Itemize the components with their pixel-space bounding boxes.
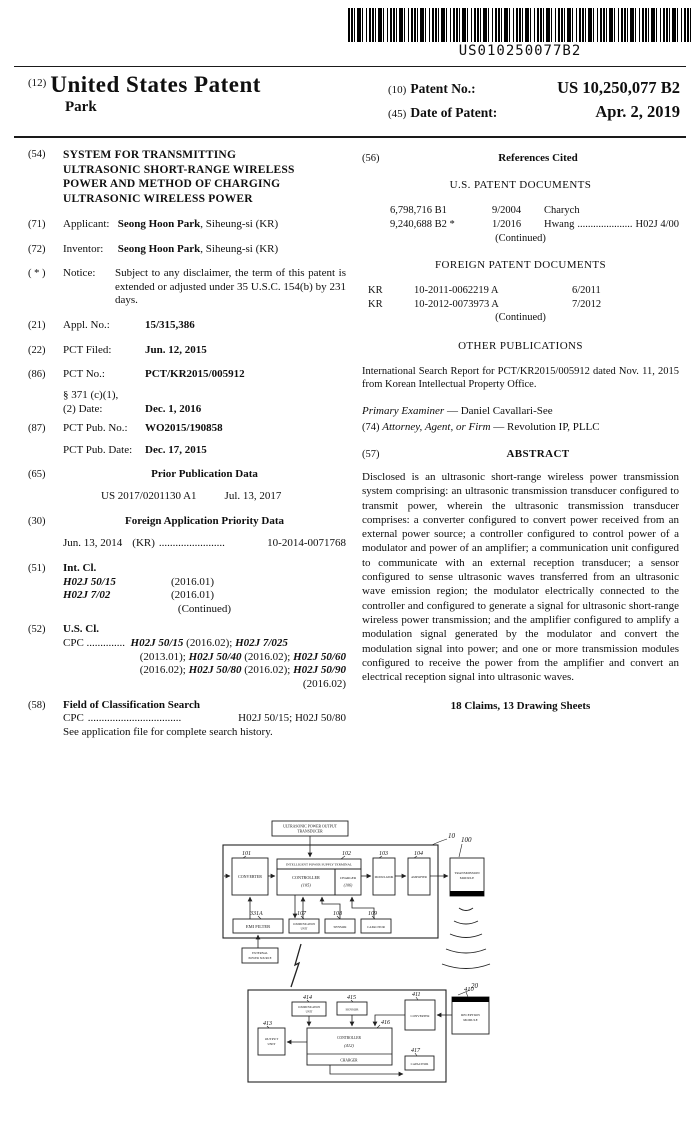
fig1-ips-header-label: INTELLIGENT POWER SUPPLY TERMINAL (286, 862, 352, 867)
fig1-emi-filter-label: EMI FILTER (245, 924, 271, 929)
right-column (362, 152, 679, 714)
date-code: (45) (388, 108, 407, 120)
fig1-amplifier-label: AMPLIFIER (411, 875, 427, 879)
fig2-controller-label: CONTROLLER (337, 1036, 361, 1040)
dot-leader: .................................. (87, 712, 182, 725)
field-code: (86) (28, 369, 46, 381)
priority-number: 10-2014-0071768 (267, 537, 346, 550)
doc-number: 10-2011-0062219 A (414, 285, 499, 297)
header-right (388, 78, 680, 126)
field-code: (52) (28, 624, 46, 636)
date-label: Date of Patent: (410, 105, 498, 120)
claims-line: 18 Claims, 13 Drawing Sheets (450, 700, 591, 713)
field-30-foreign-priority (28, 515, 346, 551)
fig1-modulator-ref: 103 (379, 851, 388, 857)
fig1-capacitor-ref: 109 (368, 911, 377, 917)
fig2-comm-unit-label: UNIT (305, 1010, 313, 1014)
fig2-output-unit-ref: 413 (263, 1021, 272, 1027)
appl-no-label: Appl. No.: (63, 319, 110, 331)
barcode (348, 8, 692, 42)
int-cl-version: (2016.01) (171, 589, 215, 602)
prior-pub-heading: Prior Publication Data (151, 468, 258, 481)
patent-no-value: US 10,250,077 B2 (557, 78, 680, 97)
doc-date: 9/2004 (492, 205, 522, 217)
fig1-top-source-label: TRANSDUCER (297, 829, 323, 834)
field-21-appl-no (28, 319, 346, 333)
left-column (28, 148, 346, 750)
cpc-line-1: CPC .............. H02J 50/15 (2016.02); H02J 7/025 (63, 637, 288, 649)
fig2-rx-receiver-bar (452, 997, 489, 1002)
doc-number: 10-2012-0073973 A (414, 298, 499, 310)
patent-no-code: (10) (388, 84, 407, 96)
abstract-text: Disclosed is an ultrasonic short-range wireless power transmission system comprising: an ultrasonic transmission transducer configured to transmit power, wherein the ultrasonic transmission transducer comprises: a converter configured to convert power received from an external power source; a controller configured to control power of a modulator and power of an amplifier; a communication unit configured to communicate with an external reception transducer; a sensor configured to sense ultrasonic waves transferred from an ultrasonic wave emission region; the modulator electrically connected to the controller and configured to generate a signal for ultrasonic short-range wireless power transmission; and the amplifier configured to amplify a modulation signal generated by the modulator and convert the modulation signal into power; and one or more transmission modules configured to receive the power from the amplifier and convert an electrical reception signal into ultrasonic waves. (362, 471, 679, 684)
prior-pub-number: US 2017/0201130 A1 (101, 490, 197, 502)
inventor-label: Inventor: (63, 242, 104, 255)
fig2-converter-ref: 411 (412, 992, 421, 998)
fig1-tx-module-label: MODULE (459, 876, 475, 880)
dot-leader: ........................ (158, 537, 225, 550)
foreign-docs-heading: FOREIGN PATENT DOCUMENTS (435, 258, 606, 271)
field-code: (51) (28, 562, 46, 574)
int-cl-heading: Int. Cl. (63, 561, 97, 574)
doc-class: H02J 4/00 (635, 218, 679, 230)
field-65-prior-pub (28, 468, 346, 503)
references-cited-heading: References Cited (498, 152, 578, 164)
field-code: (74) (362, 421, 380, 433)
field-search-heading: Field of Classification Search (63, 698, 200, 711)
fig2-rx-module-ref: 410 (464, 986, 474, 993)
other-publications-text: International Search Report for PCT/KR2015/005912 dated Nov. 11, 2015 from Korean Intellectual Property Office. (362, 366, 679, 391)
field-72-inventor (28, 243, 346, 257)
fig2-controller-num: (412) (344, 1043, 354, 1048)
field-code: (65) (28, 469, 46, 481)
field-code: (56) (362, 153, 380, 164)
fig1-ref-10: 10 (448, 832, 455, 840)
pct-no-value: PCT/KR2015/005912 (145, 368, 245, 381)
cpc-label: CPC (63, 712, 84, 725)
fig2-output-unit-label: UNIT (267, 1042, 276, 1046)
cpc-search-classes: H02J 50/15; H02J 50/80 (238, 712, 346, 725)
fig1-ips-ref: 102 (342, 851, 351, 857)
fig1-comm-unit-label: UNIT (300, 927, 308, 931)
foreign-doc-row (362, 284, 679, 298)
field-notice (28, 267, 346, 308)
doc-number: 6,798,716 B1 (390, 205, 447, 217)
applicant-location: , Siheung-si (KR) (200, 217, 279, 230)
pct-pub-date-label: PCT Pub. Date: (63, 443, 133, 456)
fig1-capacitor-label: CAPACITOR (367, 925, 385, 929)
doc-date: 1/2016 (492, 218, 522, 230)
abstract-heading-row (362, 448, 679, 462)
notice-text: Subject to any disclaimer, the term of this patent is extended or adjusted under 35 U.S.C. 154(b) by 231 days. (115, 267, 346, 307)
barcode-caption: US010250077B2 (458, 43, 582, 59)
int-cl-class: H02J 50/15 (63, 575, 116, 588)
prior-pub-date: Jul. 13, 2017 (224, 490, 282, 502)
fig2-controller-box-ref: 416 (381, 1020, 390, 1026)
field-51-int-cl (28, 562, 346, 617)
fig1-charger-label: CHARGER (339, 876, 357, 880)
fig2-capacitor-ref: 417 (411, 1048, 420, 1054)
field-71-applicant (28, 218, 346, 232)
field-code: (21) (28, 320, 46, 331)
fig1-converter-label: CONVERTER (238, 874, 262, 879)
abstract-heading: ABSTRACT (506, 448, 570, 461)
fig1-sensor-label: SENSOR (333, 925, 347, 929)
continued-note: (Continued) (495, 312, 546, 324)
fig1-tx-module-label: TRANSMISSION (454, 871, 480, 875)
search-history-note: See application file for complete search history. (63, 725, 273, 738)
inventor-location: , Siheung-si (KR) (200, 242, 279, 255)
field-code: (30) (28, 515, 46, 527)
pct-filed-value: Jun. 12, 2015 (145, 343, 207, 356)
pct-pub-date-value: Dec. 17, 2015 (145, 443, 207, 456)
us-patent-docs-heading: U.S. PATENT DOCUMENTS (449, 178, 592, 191)
priority-country: (KR) (132, 537, 155, 550)
field-code: (72) (28, 243, 46, 255)
cpc-line-2: (2013.01); H02J 50/40 (2016.02); H02J 50/60 (139, 650, 346, 663)
field-52-us-cl (28, 623, 346, 691)
us-cl-heading: U.S. Cl. (63, 623, 100, 636)
fig2-ref-20: 20 (471, 982, 478, 990)
pct-pub-no-label: PCT Pub. No.: (63, 422, 128, 435)
int-cl-class: H02J 7/02 (63, 589, 111, 602)
fig1-tx-emitter-bar (450, 891, 484, 896)
kind-code: (12) (28, 77, 47, 89)
fig1-top-source-box (272, 821, 348, 836)
field-code: (58) (28, 699, 46, 711)
field-code: (54) (28, 149, 46, 160)
notice-label: Notice: (63, 267, 96, 280)
int-cl-version: (2016.01) (171, 575, 215, 588)
section-371-line: § 371 (c)(1), (63, 388, 119, 401)
examiner-label: Primary Examiner (362, 405, 445, 418)
field-code: (57) (362, 449, 380, 461)
field-22-pct-filed (28, 344, 346, 358)
inventor-surname: Park (65, 99, 97, 115)
fig2-sensor-ref: 415 (347, 995, 356, 1001)
examiner-name: — Daniel Cavallari-See (444, 405, 553, 418)
field-86-pct-no (28, 368, 346, 416)
fig1-converter-ref: 101 (242, 851, 251, 857)
fig2-charger-label: CHARGER (340, 1058, 358, 1063)
fig2-converter-label: CONVERTER (410, 1014, 430, 1018)
doc-date: 6/2011 (572, 285, 601, 297)
fig1-controller-label: CONTROLLER (292, 875, 320, 880)
patent-number-row (388, 78, 680, 98)
patent-no-label: Patent No.: (410, 81, 476, 96)
doc-date: 7/2012 (572, 298, 602, 310)
doc-name: Charych (544, 205, 580, 217)
applicant-name: Seong Hoon Park (117, 217, 201, 230)
fig2-sensor-label: SENSOR (345, 1007, 359, 1012)
attorney-label: Attorney, Agent, or Firm (382, 420, 491, 433)
applicant-label: Applicant: (63, 217, 110, 230)
fig2-comm-unit-ref: 414 (303, 995, 312, 1001)
field-code: (87) (28, 423, 46, 435)
date-371-label: (2) Date: (63, 402, 103, 415)
figure-drawings (0, 818, 700, 1128)
foreign-doc-row (362, 298, 679, 312)
fig2-comm-unit-label: COMMUNICATION (297, 1006, 321, 1009)
fig1-amplifier-ref: 104 (414, 851, 423, 857)
ultrasonic-waves (442, 908, 490, 969)
fig2-rx-module-label: RECEPTION (461, 1013, 480, 1017)
inventor-name: Seong Hoon Park (117, 242, 201, 255)
fig1-charger-num: (106) (343, 882, 353, 888)
us-doc-row (362, 204, 679, 218)
doc-name: Hwang (544, 218, 575, 230)
fig2-output-unit-label: OUTPUT (264, 1037, 279, 1041)
invention-title: SYSTEM FOR TRANSMITTING ULTRASONIC SHORT-RANGE WIRELESS POWER AND METHOD OF CHARGING ULTRASONIC WIRELESS POWER (63, 149, 295, 206)
cpc-line-3: (2016.02); H02J 50/80 (2016.02); H02J 50/90 (139, 664, 346, 677)
examiner-line (362, 405, 679, 419)
cpc-line-4: (2016.02) (302, 677, 346, 690)
figure-svg (0, 818, 700, 1128)
page-title: United States Patent (50, 72, 261, 97)
patent-date-row (388, 102, 680, 122)
field-code: (71) (28, 218, 46, 230)
fig2-capacitor-label: CAPACITOR (410, 1062, 429, 1066)
fig1-ext-power-label: POWER SOURCE (248, 956, 272, 960)
fig2-rx-module-label: MODULE (463, 1018, 478, 1022)
header-top-rule (14, 66, 686, 67)
us-doc-row (362, 218, 679, 232)
other-publications-heading: OTHER PUBLICATIONS (458, 340, 583, 353)
fig1-ext-power-label: EXTERNAL (252, 951, 268, 955)
country-code: KR (368, 285, 383, 297)
lightning-bolt-connector (291, 944, 301, 987)
dot-leader: ..................... (577, 218, 633, 230)
foreign-priority-heading: Foreign Application Priority Data (125, 514, 284, 527)
fig1-controller-num: (105) (301, 882, 311, 888)
pct-no-label: PCT No.: (63, 368, 105, 381)
appl-no-value: 15/315,386 (145, 319, 195, 331)
priority-date: Jun. 13, 2014 (63, 537, 123, 550)
country-code: KR (368, 298, 383, 310)
pct-pub-no-value: WO2015/190858 (145, 422, 223, 435)
header-bottom-rule (14, 136, 686, 138)
fig1-emi-ref: 331A (250, 911, 263, 917)
fig1-tx-module-ref: 100 (461, 836, 472, 844)
field-58-classification-search (28, 699, 346, 740)
field-54-title (28, 148, 346, 207)
field-code: (22) (28, 344, 46, 356)
fig1-comm-unit-label: COMMUNICATION (292, 923, 316, 926)
field-87-pct-pub (28, 422, 346, 457)
doc-number: 9,240,688 B2 * (390, 218, 455, 230)
pct-filed-label: PCT Filed: (63, 343, 112, 356)
fig1-sensor-ref: 108 (333, 911, 342, 917)
field-56-references (362, 152, 679, 166)
fig1-comm-unit-box (289, 919, 319, 933)
fig1-comm-unit-ref: 107 (297, 911, 306, 917)
date-371-value: Dec. 1, 2016 (145, 402, 202, 415)
continued-note: (Continued) (495, 232, 546, 244)
continued-note: (Continued) (177, 602, 232, 615)
field-code: ( * ) (28, 268, 46, 280)
fig1-modulator-label: MODULATOR (374, 875, 394, 879)
fig2-comm-unit-box (292, 1002, 326, 1016)
fig1-top-source-label: ULTRASONIC POWER OUTPUT (283, 824, 337, 829)
attorney-line (362, 421, 679, 435)
header-left (28, 72, 261, 116)
date-value: Apr. 2, 2019 (595, 102, 680, 121)
attorney-name: — Revolution IP, PLLC (490, 420, 600, 433)
